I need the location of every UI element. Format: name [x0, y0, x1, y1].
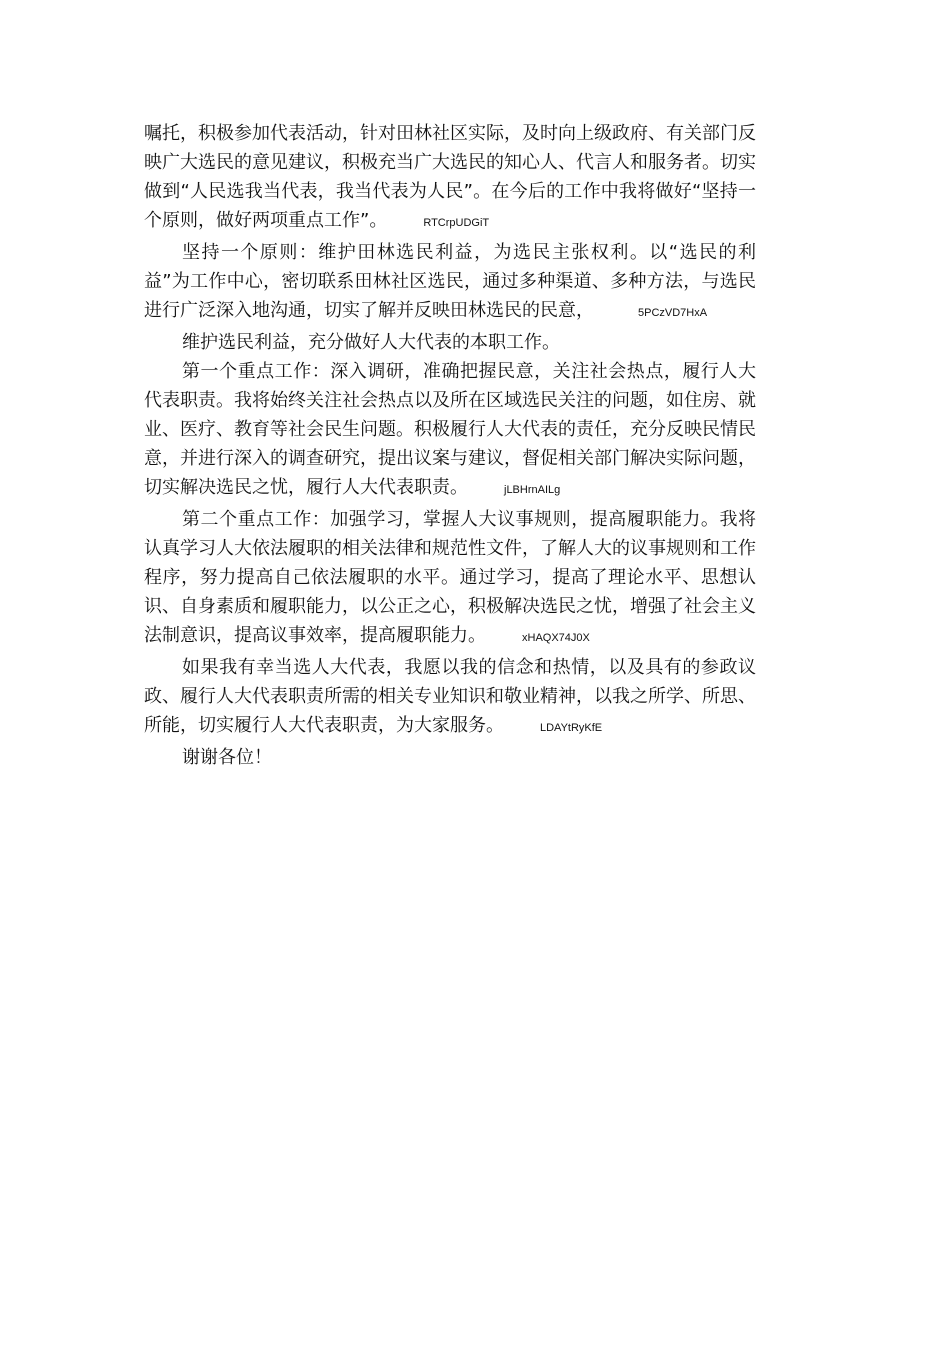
paragraph-6-code: LDAYtRyKfE	[540, 722, 603, 734]
paragraph-3	[144, 328, 756, 357]
paragraph-5	[144, 505, 756, 653]
paragraph-5-text: 第二个重点工作：加强学习，掌握人大议事规则，提高履职能力。我将认真学习人大依法履职的相关法律和规范性文件，了解人大的议事规则和工作程序，努力提高自己依法履职的水平。通过学习，提高了理论水平、思想认识、自身素质和履职能力，以公正之心，积极解决选民之忧，增强了社会主义法制意识，提高议事效率，提高履职能力。	[144, 509, 756, 646]
paragraph-1-text: 嘱托，积极参加代表活动，针对田林社区实际，及时向上级政府、有关部门反映广大选民的意见建议，积极充当广大选民的知心人、代言人和服务者。切实做到“人民选我当代表，我当代表为人民”。在今后的工作中我将做好“坚持一个原则，做好两项重点工作”。	[144, 123, 756, 231]
paragraph-2-code: 5PCzVD7HxA	[638, 307, 708, 319]
paragraph-7-text: 谢谢各位！	[182, 747, 272, 768]
paragraph-6-text: 如果我有幸当选人大代表，我愿以我的信念和热情，以及具有的参政议政、履行人大代表职责所需的相关专业知识和敬业精神，以我之所学、所思、所能，切实履行人大代表职责，为大家服务。	[144, 657, 756, 736]
paragraph-4-code: jLBHrnAILg	[504, 484, 561, 496]
document-body	[144, 119, 756, 772]
paragraph-3-text: 维护选民利益，充分做好人大代表的本职工作。	[182, 332, 560, 353]
paragraph-2	[144, 238, 756, 328]
paragraph-1-code: RTCrpUDGiT	[423, 217, 490, 229]
paragraph-2-text: 坚持一个原则：维护田林选民利益，为选民主张权利。以“选民的利益”为工作中心，密切联系田林社区选民，通过多种渠道、多种方法，与选民进行广泛深入地沟通，切实了解并反映田林选民的民意，	[144, 242, 756, 321]
paragraph-4-text: 第一个重点工作：深入调研，准确把握民意，关注社会热点，履行人大代表职责。我将始终关注社会热点以及所在区域选民关注的问题，如住房、就业、医疗、教育等社会民生问题。积极履行人大代表的责任，充分反映民情民意，并进行深入的调查研究，提出议案与建议，督促相关部门解决实际问题，切实解决选民之忧，履行人大代表职责。	[144, 361, 756, 498]
paragraph-4	[144, 357, 756, 505]
paragraph-5-code: xHAQX74J0X	[522, 632, 590, 644]
paragraph-7	[144, 743, 756, 772]
paragraph-6	[144, 653, 756, 743]
paragraph-1	[144, 119, 756, 238]
